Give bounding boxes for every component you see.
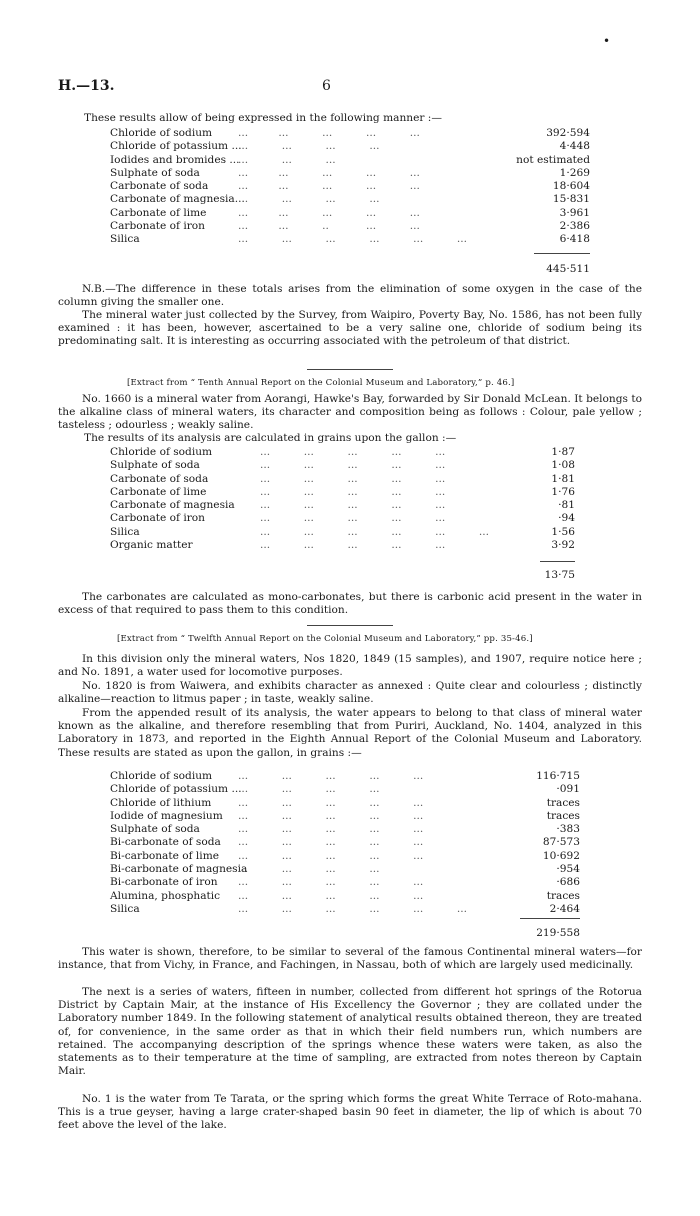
row-leader-dots: ... ... ... ... ... (238, 809, 424, 822)
row-value: 10·692 (542, 849, 580, 862)
table-row (110, 459, 575, 472)
row-leader-dots: ... ... ... ... ... (260, 472, 446, 485)
section2-para2: The results of its analysis are calculated in grains upon the gallon :— (84, 432, 457, 444)
row-value: 87·573 (542, 836, 580, 849)
row-label: Sulphate of soda (110, 823, 200, 836)
table-row (110, 810, 580, 823)
row-value: 1·87 (551, 446, 575, 458)
row-label: Chloride of sodium (110, 127, 213, 139)
row-leader-dots: ... ... ... ... ... (260, 485, 446, 498)
row-value: 18·604 (552, 180, 590, 193)
table-row (110, 797, 580, 810)
section2-total: 13·75 (544, 569, 575, 581)
row-leader-dots: ... ... ... ... ... (238, 836, 424, 849)
table-row (110, 127, 590, 140)
row-label: Iodides and bromides ... (110, 153, 240, 166)
section-divider-1 (307, 369, 393, 370)
section3-total: 219·558 (536, 927, 580, 939)
row-label: Chloride of lithium (110, 796, 212, 809)
table-row (110, 233, 590, 246)
table-row (110, 823, 580, 836)
section1-intro: These results allow of being expressed in the following manner :— (84, 112, 442, 124)
table-row (110, 193, 590, 206)
row-label: Sulphate of soda (110, 166, 200, 179)
row-value: 116·715 (536, 770, 580, 782)
row-value: ·81 (558, 499, 575, 512)
row-label: Chloride of sodium (110, 446, 213, 458)
row-label: Carbonate of magnesia (110, 499, 235, 512)
table-row (110, 473, 575, 486)
row-label: Bi-carbonate of iron (110, 876, 218, 889)
row-label: Carbonate of lime (110, 206, 207, 219)
row-leader-dots: ... ... ... ... (238, 140, 380, 153)
row-value: 3·92 (551, 539, 575, 552)
row-leader-dots: ... ... ... ... ... (260, 459, 446, 472)
row-leader-dots: ... ... ... ... ... (238, 823, 424, 836)
row-leader-dots: ... ... ... ... ... (238, 770, 424, 782)
row-leader-dots: ... ... .. ... ... (238, 220, 420, 233)
section1-total: 445·511 (546, 263, 590, 275)
row-value: 1·76 (551, 485, 575, 498)
table-row (110, 499, 575, 512)
section1-table (110, 127, 590, 247)
section3-para3: From the appended result of its analysis, the water appears to belong to that class of mineral water known as the alkaline, and therefore resembling that from Puriri, Auckland, No. 1404, analyzed in this Laboratory in 1873, and reported in the Eighth Annual Report of the Colonial Museum and Laboratory. These results are stated as upon the gallon, in grains :— (58, 707, 642, 759)
section3-para4: This water is shown, therefore, to be similar to several of the famous Continental mineral waters—for instance, that from Vichy, in France, and Fachingen, in Nassau, both of which are largely used medicinally. (58, 946, 642, 972)
table-row (110, 526, 575, 539)
row-value: ·954 (556, 863, 580, 876)
row-label: Iodide of magnesium (110, 809, 223, 822)
table-row (110, 783, 580, 796)
table-row (110, 850, 580, 863)
row-leader-dots: ... ... ... ... ... ... (260, 525, 489, 538)
row-label: Chloride of potassium ... (110, 783, 242, 796)
table-row (110, 539, 575, 552)
row-value: 2·464 (549, 902, 580, 915)
row-leader-dots: ... ... ... ... (238, 863, 380, 876)
table-row (110, 890, 580, 903)
row-leader-dots: ... ... ... ... ... (238, 206, 420, 219)
row-label: Carbonate of soda (110, 180, 209, 193)
section-divider-2 (307, 625, 393, 626)
table-row (110, 876, 580, 889)
table-row (110, 140, 590, 153)
row-leader-dots: ... ... ... ... ... (238, 876, 424, 889)
row-value: 1·08 (551, 459, 575, 472)
table-row (110, 486, 575, 499)
row-value: traces (546, 796, 580, 809)
section3-table (110, 770, 580, 916)
section3-total-rule (520, 918, 580, 919)
table-row (110, 167, 590, 180)
row-label: Silica (110, 525, 140, 538)
row-value: traces (546, 889, 580, 902)
section1-nb: N.B.—The difference in these totals arises from the elimination of some oxygen in the case of the column giving the smaller one. (58, 283, 642, 309)
row-leader-dots: ... ... ... ... ... (238, 849, 424, 862)
row-label: Carbonate of iron (110, 512, 205, 525)
section3-extract: [Extract from “ Twelfth Annual Report on the Colonial Museum and Laboratory,” pp. 35-46.] (117, 634, 533, 644)
section2-total-rule (540, 561, 575, 562)
row-leader-dots: ... ... ... ... ... (260, 512, 446, 525)
row-label: Alumina, phosphatic (110, 889, 221, 902)
row-value: not estimated (516, 153, 590, 166)
section3-para5: The next is a series of waters, fifteen in number, collected from different hot springs of the Rotorua District by Captain Mair, at the instance of His Excellency the Governor ; they are collated under the Laboratory number 1849. In the following statement of analytical results obtained thereon, they are treated of, for convenience, in the same order as that in which their field numbers run, which numbers are retained. The accompanying description of the springs whence these waters were taken, as also the statements as to their temperature at the time of sampling, are extracted from notes thereon by Captain Mair. (58, 986, 642, 1078)
document-code: H.—13. (58, 78, 115, 94)
row-label: Sulphate of soda (110, 459, 200, 472)
row-value: ·686 (556, 876, 580, 889)
row-label: Chloride of sodium (110, 770, 213, 782)
row-value: 15·831 (552, 193, 590, 206)
row-leader-dots: ... ... ... ... ... ... (238, 902, 467, 915)
table-row (110, 180, 590, 193)
corner-mark: • (603, 34, 611, 48)
row-value: 6·418 (559, 233, 590, 246)
row-leader-dots: ... ... ... ... ... (238, 180, 420, 193)
section2-extract: [Extract from “ Tenth Annual Report on the Colonial Museum and Laboratory,” p. 46.] (127, 378, 515, 388)
row-leader-dots: ... ... ... ... ... (260, 446, 446, 458)
row-value: 392·594 (546, 127, 590, 139)
table-row (110, 207, 590, 220)
row-value: ·383 (556, 823, 580, 836)
row-label: Carbonate of soda (110, 472, 209, 485)
section2-para3: The carbonates are calculated as mono-carbonates, but there is carbonic acid present in the water in excess of that required to pass them to this condition. (58, 591, 642, 617)
row-label: Bi-carbonate of magnesia (110, 863, 248, 876)
table-row (110, 770, 580, 783)
row-leader-dots: ... ... ... ... (238, 783, 380, 796)
row-value: 1·269 (559, 166, 590, 179)
row-label: Bi-carbonate of soda (110, 836, 221, 849)
page-number: 6 (322, 78, 331, 94)
section2-table (110, 446, 575, 552)
section3-para2: No. 1820 is from Waiwera, and exhibits character as annexed : Quite clear and colourless ; distinctly alkaline—reaction to litmus paper ; in taste, weakly saline. (58, 680, 642, 706)
row-label: Organic matter (110, 539, 193, 552)
row-value: ·94 (558, 512, 575, 525)
row-value: 2·386 (559, 220, 590, 233)
row-value: ·091 (556, 783, 580, 796)
row-value: 4·448 (559, 140, 590, 153)
row-label: Carbonate of magnesia... (110, 193, 245, 206)
table-row (110, 512, 575, 525)
row-leader-dots: ... ... ... ... ... (260, 539, 446, 552)
row-value: 1·56 (551, 525, 575, 538)
section1-total-rule (534, 253, 590, 254)
row-value: 1·81 (551, 472, 575, 485)
table-row (110, 220, 590, 233)
row-label: Carbonate of iron (110, 220, 205, 233)
row-label: Bi-carbonate of lime (110, 849, 220, 862)
row-leader-dots: ... ... ... ... ... (238, 127, 420, 139)
row-label: Silica (110, 902, 140, 915)
table-row (110, 903, 580, 916)
row-leader-dots: ... ... ... ... ... ... (238, 233, 467, 246)
table-row (110, 154, 590, 167)
row-value: 3·961 (559, 206, 590, 219)
row-leader-dots: ... ... ... ... ... (238, 889, 424, 902)
row-leader-dots: ... ... ... (238, 153, 336, 166)
section1-para2: The mineral water just collected by the Survey, from Waipiro, Poverty Bay, No. 1586, has not been fully examined : it has been, however, ascertained to be a very saline one, chloride of sodium being its predominating salt. It is interesting as occurring associated with the petroleum of that district. (58, 309, 642, 348)
section3-para6: No. 1 is the water from Te Tarata, or the spring which forms the great White Terrace of Roto-mahana. This is a true geyser, having a large crater-shaped basin 90 feet in diameter, the lip of which is about 70 feet above the level of the lake. (58, 1093, 642, 1132)
row-leader-dots: ... ... ... ... ... (238, 166, 420, 179)
row-leader-dots: ... ... ... ... ... (260, 499, 446, 512)
row-label: Carbonate of lime (110, 485, 207, 498)
row-label: Silica (110, 233, 140, 246)
table-row (110, 446, 575, 459)
row-leader-dots: ... ... ... ... (238, 193, 380, 206)
row-value: traces (546, 809, 580, 822)
section2-para1: No. 1660 is a mineral water from Aorangi, Hawke's Bay, forwarded by Sir Donald McLean. It belongs to the alkaline class of mineral waters, its character and composition being as follows : Colour, pale yellow ; tasteless ; odourless ; weakly saline. (58, 393, 642, 432)
table-row (110, 863, 580, 876)
row-leader-dots: ... ... ... ... ... (238, 796, 424, 809)
table-row (110, 836, 580, 849)
section3-para1: In this division only the mineral waters, Nos 1820, 1849 (15 samples), and 1907, require notice here ; and No. 1891, a water used for locomotive purposes. (58, 653, 642, 679)
row-label: Chloride of potassium ... (110, 140, 242, 153)
